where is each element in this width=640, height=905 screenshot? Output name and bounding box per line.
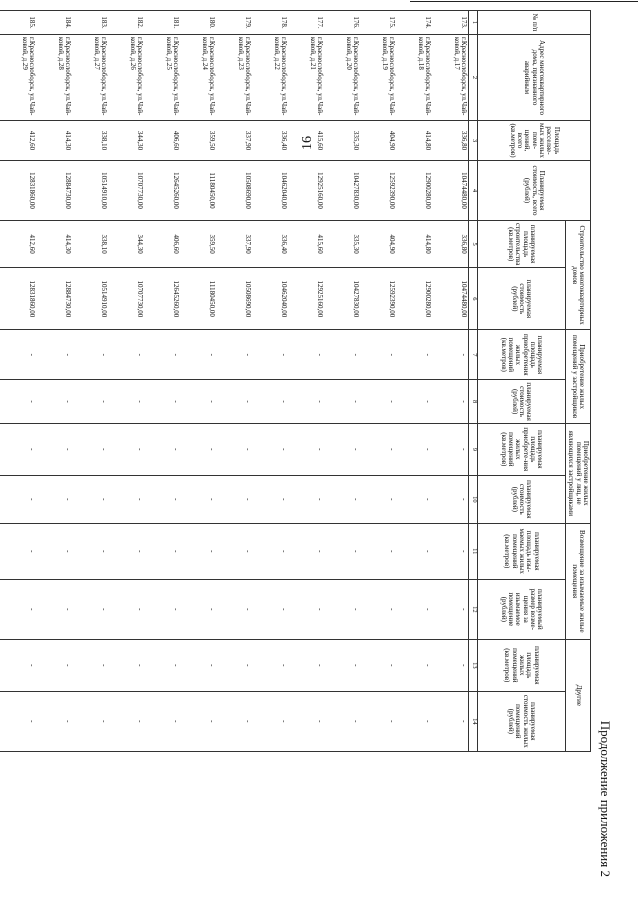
cell-cost: 10427830,00 [324,161,360,221]
cell-n: 177. [288,11,324,35]
cell-c11: - [432,523,469,579]
header-n: № п/п [477,11,590,35]
cell-c14: - [36,691,72,751]
table-row [252,11,288,752]
cell-c7: - [252,330,288,380]
cell-c6: 10462040,00 [252,268,288,330]
cell-c9: - [324,423,360,475]
col-index: 12 [468,579,477,639]
cell-cost: 12900280,00 [396,161,432,221]
cell-c12: - [144,579,180,639]
cell-n: 183. [72,11,108,35]
cell-c6: 10514910,00 [72,268,108,330]
cell-c5: 336,80 [432,221,469,268]
cell-c7: - [180,330,216,380]
table-row [36,11,72,752]
col-index: 14 [468,691,477,751]
cell-c11: - [288,523,324,579]
col-index: 7 [468,330,477,380]
col-index: 5 [468,221,477,268]
cell-c8: - [36,380,72,423]
col-index: 1 [468,11,477,35]
header-c6: планируемая стоимость (рублей) [477,268,565,330]
cell-c14: - [288,691,324,751]
cell-c10: - [288,475,324,523]
cell-c12: - [396,579,432,639]
table-row [108,11,144,752]
cell-addr: г.Краснослободск, ул.Чай-ковой, д.20 [324,35,360,121]
cell-c10: - [324,475,360,523]
cell-c10: - [36,475,72,523]
cell-c6: 10427830,00 [324,268,360,330]
cell-n: 182. [108,11,144,35]
cell-c5: 406,60 [144,221,180,268]
cell-c5: 336,40 [252,221,288,268]
cell-c9: - [108,423,144,475]
cell-c12: - [432,579,469,639]
cell-c13: - [0,639,36,691]
cell-c10: - [72,475,108,523]
header-other: Другие [565,639,590,751]
cell-c9: - [432,423,469,475]
cell-cost: 12645260,00 [144,161,180,221]
cell-area: 406,60 [144,121,180,161]
cell-c12: - [252,579,288,639]
cell-c12: - [180,579,216,639]
col-index: 9 [468,423,477,475]
cell-c11: - [396,523,432,579]
cell-addr: г.Краснослободск, ул.Чай-ковой, д.27 [72,35,108,121]
cell-c9: - [144,423,180,475]
table-row [288,11,324,752]
cell-addr: г.Краснослободск, ул.Чай-ковой, д.18 [396,35,432,121]
table-body-krasnoslobodsk [0,11,468,752]
cell-c6: 12884730,00 [36,268,72,330]
header-c13: планируемая площадь жилых помещений (кв.метров) [477,639,565,691]
cell-c10: - [252,475,288,523]
cell-c5: 414,80 [396,221,432,268]
cell-c14: - [252,691,288,751]
cell-c9: - [216,423,252,475]
table-row [72,11,108,752]
cell-area: 337,90 [216,121,252,161]
cell-c12: - [36,579,72,639]
cell-c7: - [432,330,469,380]
col-index: 13 [468,639,477,691]
cell-c9: - [360,423,396,475]
cell-area: 415,60 [288,121,324,161]
rotated-page [20,10,615,885]
cell-cost: 10707730,00 [108,161,144,221]
cell-c14: - [72,691,108,751]
cell-area: 412,60 [0,121,36,161]
cell-c7: - [144,330,180,380]
cell-addr: г.Краснослободск, ул.Чай-ковой, д.25 [144,35,180,121]
cell-c11: - [180,523,216,579]
cell-c13: - [396,639,432,691]
cell-c14: - [108,691,144,751]
cell-c14: - [432,691,469,751]
cell-c8: - [396,380,432,423]
header-cost: Планируемая стоимость, всего (рублей) [477,161,590,221]
cell-c10: - [216,475,252,523]
cell-c6: 11180450,00 [180,268,216,330]
cell-c8: - [144,380,180,423]
table-row [144,11,180,752]
cell-area: 404,90 [360,121,396,161]
cell-c5: 415,60 [288,221,324,268]
cell-c5: 412,60 [0,221,36,268]
header-c8: планируемая стоимость (рублей) [477,380,565,423]
cell-c11: - [144,523,180,579]
cell-c7: - [324,330,360,380]
cell-c11: - [108,523,144,579]
cell-n: 185. [0,11,36,35]
cell-n: 178. [252,11,288,35]
cell-c11: - [216,523,252,579]
cell-c12: - [0,579,36,639]
cell-c12: - [324,579,360,639]
cell-c8: - [360,380,396,423]
cell-c14: - [360,691,396,751]
cell-addr: г.Краснослободск, ул.Чай-ковой, д.22 [252,35,288,121]
cell-cost: 10514910,00 [72,161,108,221]
cell-c7: - [288,330,324,380]
cell-cost: 11180450,00 [180,161,216,221]
cell-c8: - [0,380,36,423]
cell-c9: - [72,423,108,475]
cell-c9: - [252,423,288,475]
cell-area: 359,50 [180,121,216,161]
cell-c14: - [180,691,216,751]
cell-c7: - [360,330,396,380]
col-index: 10 [468,475,477,523]
header-compensation: Возмещение за изымаемые жилые помещения [565,523,590,639]
cell-n: 181. [144,11,180,35]
table-row [360,11,396,752]
cell-c13: - [108,639,144,691]
cell-n: 184. [36,11,72,35]
cell-n: 175. [360,11,396,35]
cell-area: 414,80 [396,121,432,161]
cell-c10: - [360,475,396,523]
cell-c10: - [396,475,432,523]
cell-n: 173. [432,11,469,35]
cell-c5: 359,50 [180,221,216,268]
header-c11: планируемая площадь изы-маемых жилых помещений (кв.метров) [477,523,565,579]
cell-c6: 10707730,00 [108,268,144,330]
cell-c7: - [216,330,252,380]
cell-c14: - [396,691,432,751]
cell-c5: 338,10 [72,221,108,268]
cell-cost: 12831860,00 [0,161,36,221]
cell-c13: - [360,639,396,691]
cell-c6: 12831860,00 [0,268,36,330]
cell-c7: - [36,330,72,380]
cell-c10: - [108,475,144,523]
cell-c8: - [324,380,360,423]
col-index: 8 [468,380,477,423]
cell-c11: - [360,523,396,579]
cell-cost: 12925160,00 [288,161,324,221]
cell-addr: г.Краснослободск, ул.Чай-ковой, д.24 [180,35,216,121]
cell-c11: - [36,523,72,579]
cell-area: 344,30 [108,121,144,161]
cell-addr: г.Краснослободск, ул.Чай-ковой, д.19 [360,35,396,121]
cell-c13: - [252,639,288,691]
header-c9: планируемая площадь приобрете-ния жилых помещений (кв.метров) [477,423,565,475]
cell-c5: 344,30 [108,221,144,268]
cell-c8: - [216,380,252,423]
cell-n: 179. [216,11,252,35]
cell-addr: г.Краснослободск, ул.Чай-ковой, д.28 [36,35,72,121]
cell-area: 336,80 [432,121,469,161]
col-index: 3 [468,121,477,161]
table-row [216,11,252,752]
table-row [324,11,360,752]
cell-c14: - [0,691,36,751]
cell-c12: - [360,579,396,639]
page-number: 16 [300,136,315,150]
cell-c14: - [324,691,360,751]
header-c7: планируемая площадь приобретения жилых помещений (кв.метров) [477,330,565,380]
column-index-row [468,11,477,752]
cell-c6: 12925160,00 [288,268,324,330]
header-c10: планируемая стоимость (рублей) [477,475,565,523]
cell-c10: - [144,475,180,523]
cell-c7: - [108,330,144,380]
cell-c13: - [180,639,216,691]
header-c5: планируемая площадь строительства (кв.метров) [477,221,565,268]
cell-c14: - [216,691,252,751]
col-index: 6 [468,268,477,330]
cell-c13: - [72,639,108,691]
cell-c11: - [0,523,36,579]
header-construction: Строительство многоквартирных домов [565,221,590,330]
cell-c11: - [72,523,108,579]
cell-c11: - [324,523,360,579]
header-purchase-other: Приобретение жилых помещений у лиц, не являющихся застройщиками [565,423,590,523]
table-row [432,11,469,752]
cell-addr: г.Краснослободск, ул.Чай-ковой, д.26 [108,35,144,121]
cell-c13: - [144,639,180,691]
header-purchase-dev: Приобретение жилых помещений у застройщиков [565,330,590,423]
cell-cost: 10462040,00 [252,161,288,221]
cell-c11: - [252,523,288,579]
cell-area: 338,10 [72,121,108,161]
cell-c8: - [72,380,108,423]
cell-area: 335,30 [324,121,360,161]
cell-c7: - [396,330,432,380]
cell-c13: - [432,639,469,691]
cell-cost: 10474480,00 [432,161,469,221]
cell-c8: - [432,380,469,423]
cell-c9: - [396,423,432,475]
table-row [180,11,216,752]
cell-area: 414,30 [36,121,72,161]
table-row [0,11,36,752]
cell-c13: - [216,639,252,691]
cell-c6: 12592390,00 [360,268,396,330]
cell-addr: г.Краснослободск, ул.Чай-ковой, д.21 [288,35,324,121]
cell-c12: - [72,579,108,639]
appendix-caption: Продолжение приложения 2 [598,720,613,877]
col-index: 11 [468,523,477,579]
cell-c9: - [36,423,72,475]
cell-addr: г.Краснослободск, ул.Чай-ковой, д.23 [216,35,252,121]
cell-c9: - [288,423,324,475]
top-rule [410,1,638,2]
cell-c14: - [144,691,180,751]
cell-c5: 335,30 [324,221,360,268]
cell-c7: - [0,330,36,380]
cell-c8: - [108,380,144,423]
cell-c10: - [0,475,36,523]
cell-n: 180. [180,11,216,35]
header-address: Адрес многоквартирного дома, признанного аварийным [477,35,590,121]
cell-c7: - [72,330,108,380]
cell-c8: - [252,380,288,423]
table-row [396,11,432,752]
col-index: 4 [468,161,477,221]
cell-area: 336,40 [252,121,288,161]
cell-c5: 414,30 [36,221,72,268]
cell-c6: 10508690,00 [216,268,252,330]
cell-c12: - [108,579,144,639]
cell-c13: - [36,639,72,691]
cell-c12: - [288,579,324,639]
cell-c6: 10474480,00 [432,268,469,330]
cell-c9: - [180,423,216,475]
cell-c5: 404,90 [360,221,396,268]
cell-c12: - [216,579,252,639]
cell-c10: - [180,475,216,523]
header-c14: планируемая стоимость жилых помещений (рублей) [477,691,565,751]
cell-c6: 12900280,00 [396,268,432,330]
housing-table [0,10,591,752]
cell-c9: - [0,423,36,475]
header-c12: планируемый размер возме-щения за изымаемое помещение (рублей) [477,579,565,639]
col-index: 2 [468,35,477,121]
cell-c13: - [288,639,324,691]
cell-cost: 12884730,00 [36,161,72,221]
cell-cost: 10508690,00 [216,161,252,221]
cell-cost: 12592390,00 [360,161,396,221]
cell-c6: 12645260,00 [144,268,180,330]
cell-c5: 337,90 [216,221,252,268]
cell-c13: - [324,639,360,691]
cell-addr: г.Краснослободск, ул.Чай-ковой, д.17 [432,35,469,121]
header-area: Площадь расселяе-мых жилых поме-щений, всего (кв.метров) [477,121,590,161]
cell-addr: г.Краснослободск, ул.Чай-ковой, д.29 [0,35,36,121]
cell-c8: - [180,380,216,423]
cell-c8: - [288,380,324,423]
header-row-1 [565,11,590,752]
cell-n: 176. [324,11,360,35]
cell-n: 174. [396,11,432,35]
cell-c10: - [432,475,469,523]
